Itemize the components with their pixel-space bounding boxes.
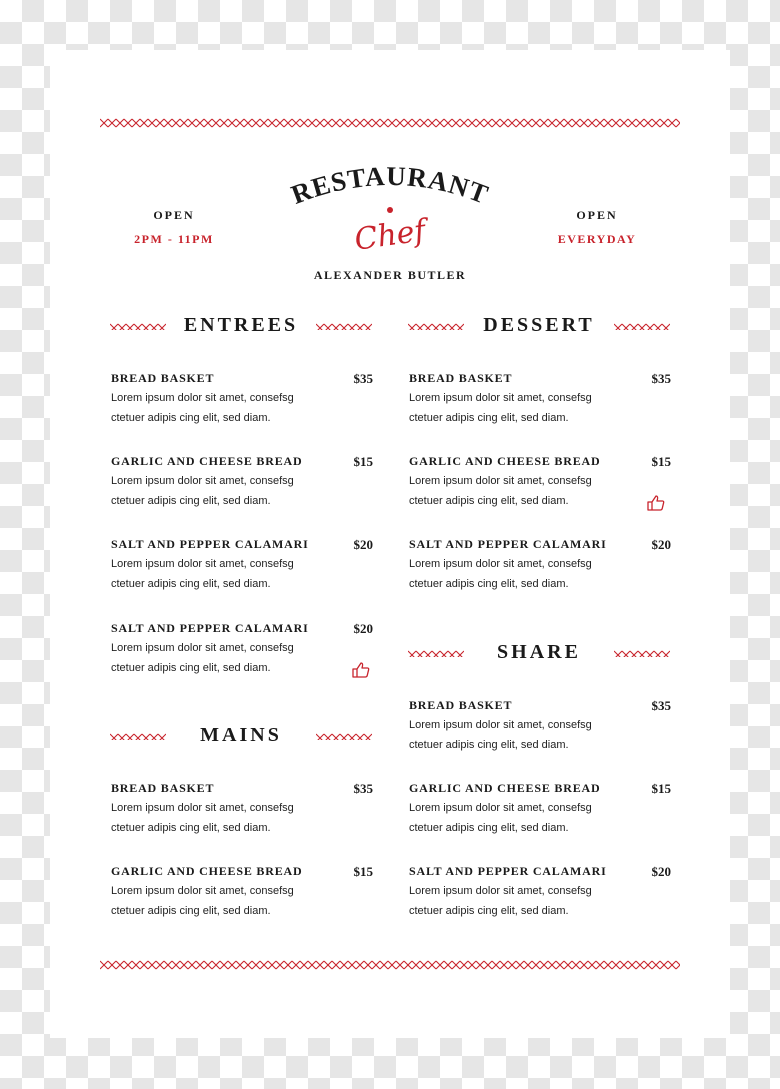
item-name: GARLIC AND CHEESE BREAD <box>111 454 303 468</box>
section-heading-mains <box>110 723 372 747</box>
item-name: GARLIC AND CHEESE BREAD <box>111 864 303 878</box>
days-value: EVERYDAY <box>557 232 637 246</box>
item-name: SALT AND PEPPER CALAMARI <box>409 864 607 878</box>
item-description: Lorem ipsum dolor sit amet, consefsg ctetuer adipis cing elit, sed diam. <box>409 558 592 590</box>
thumbs-up-icon <box>647 495 665 511</box>
zigzag-ornament <box>408 647 464 657</box>
item-name: GARLIC AND CHEESE BREAD <box>409 781 601 795</box>
restaurant-title-text: RESTAURANT <box>287 165 493 210</box>
item-description: Lorem ipsum dolor sit amet, consefsg ctetuer adipis cing elit, sed diam. <box>111 885 294 917</box>
section-title: SHARE <box>497 641 581 663</box>
zigzag-ornament <box>110 730 166 740</box>
item-name: GARLIC AND CHEESE BREAD <box>409 454 601 468</box>
item-price: $15 <box>353 454 373 469</box>
section-heading-share <box>408 640 670 664</box>
zigzag-ornament <box>614 647 670 657</box>
item-name: BREAD BASKET <box>111 781 215 795</box>
section-heading-entrees <box>110 313 372 337</box>
item-name: BREAD BASKET <box>409 698 513 712</box>
item-price: $35 <box>651 371 671 386</box>
menu-sheet <box>50 50 730 1038</box>
svg-text:RESTAURANT <box>287 165 493 210</box>
item-description: Lorem ipsum dolor sit amet, consefsg ctetuer adipis cing elit, sed diam. <box>111 558 294 590</box>
top-zigzag-border <box>100 118 680 128</box>
item-name: BREAD BASKET <box>111 371 215 385</box>
item-price: $35 <box>353 781 373 796</box>
zigzag-ornament <box>614 320 670 330</box>
item-price: $35 <box>651 698 671 713</box>
section-title: MAINS <box>200 724 282 746</box>
item-description: Lorem ipsum dolor sit amet, consefsg ctetuer adipis cing elit, sed diam. <box>409 392 592 424</box>
zigzag-ornament <box>316 320 372 330</box>
item-price: $35 <box>353 371 373 386</box>
zigzag-ornament <box>408 320 464 330</box>
chef-name: ALEXANDER BUTLER <box>313 268 467 282</box>
item-description: Lorem ipsum dolor sit amet, consefsg ctetuer adipis cing elit, sed diam. <box>111 642 294 674</box>
item-name: BREAD BASKET <box>409 371 513 385</box>
section-title: DESSERT <box>483 314 595 336</box>
item-description: Lorem ipsum dolor sit amet, consefsg ctetuer adipis cing elit, sed diam. <box>111 392 294 424</box>
item-description: Lorem ipsum dolor sit amet, consefsg ctetuer adipis cing elit, sed diam. <box>409 719 592 751</box>
item-price: $20 <box>353 621 373 636</box>
item-price: $15 <box>651 781 671 796</box>
days-block <box>527 208 667 247</box>
item-description: Lorem ipsum dolor sit amet, consefsg ctetuer adipis cing elit, sed diam. <box>111 802 294 834</box>
item-price: $15 <box>353 864 373 879</box>
item-name: SALT AND PEPPER CALAMARI <box>111 537 309 551</box>
section-title: ENTREES <box>183 314 299 336</box>
item-name: SALT AND PEPPER CALAMARI <box>409 537 607 551</box>
item-price: $20 <box>651 537 671 552</box>
item-description: Lorem ipsum dolor sit amet, consefsg ctetuer adipis cing elit, sed diam. <box>111 475 294 507</box>
chef-script: Chef <box>352 213 428 258</box>
hours-value: 2PM - 11PM <box>134 232 214 246</box>
section-heading-dessert <box>408 313 670 337</box>
bottom-zigzag-border <box>100 960 680 970</box>
accent-dot <box>387 207 393 213</box>
item-price: $15 <box>651 454 671 469</box>
thumbs-up-icon <box>352 662 370 678</box>
item-price: $20 <box>353 537 373 552</box>
item-description: Lorem ipsum dolor sit amet, consefsg ctetuer adipis cing elit, sed diam. <box>409 802 592 834</box>
item-description: Lorem ipsum dolor sit amet, consefsg ctetuer adipis cing elit, sed diam. <box>409 885 592 917</box>
item-name: SALT AND PEPPER CALAMARI <box>111 621 309 635</box>
zigzag-ornament <box>110 320 166 330</box>
item-price: $20 <box>651 864 671 879</box>
hours-label: OPEN <box>153 208 195 222</box>
item-description: Lorem ipsum dolor sit amet, consefsg ctetuer adipis cing elit, sed diam. <box>409 475 592 507</box>
hours-block <box>104 208 244 247</box>
days-label: OPEN <box>576 208 618 222</box>
zigzag-ornament <box>316 730 372 740</box>
